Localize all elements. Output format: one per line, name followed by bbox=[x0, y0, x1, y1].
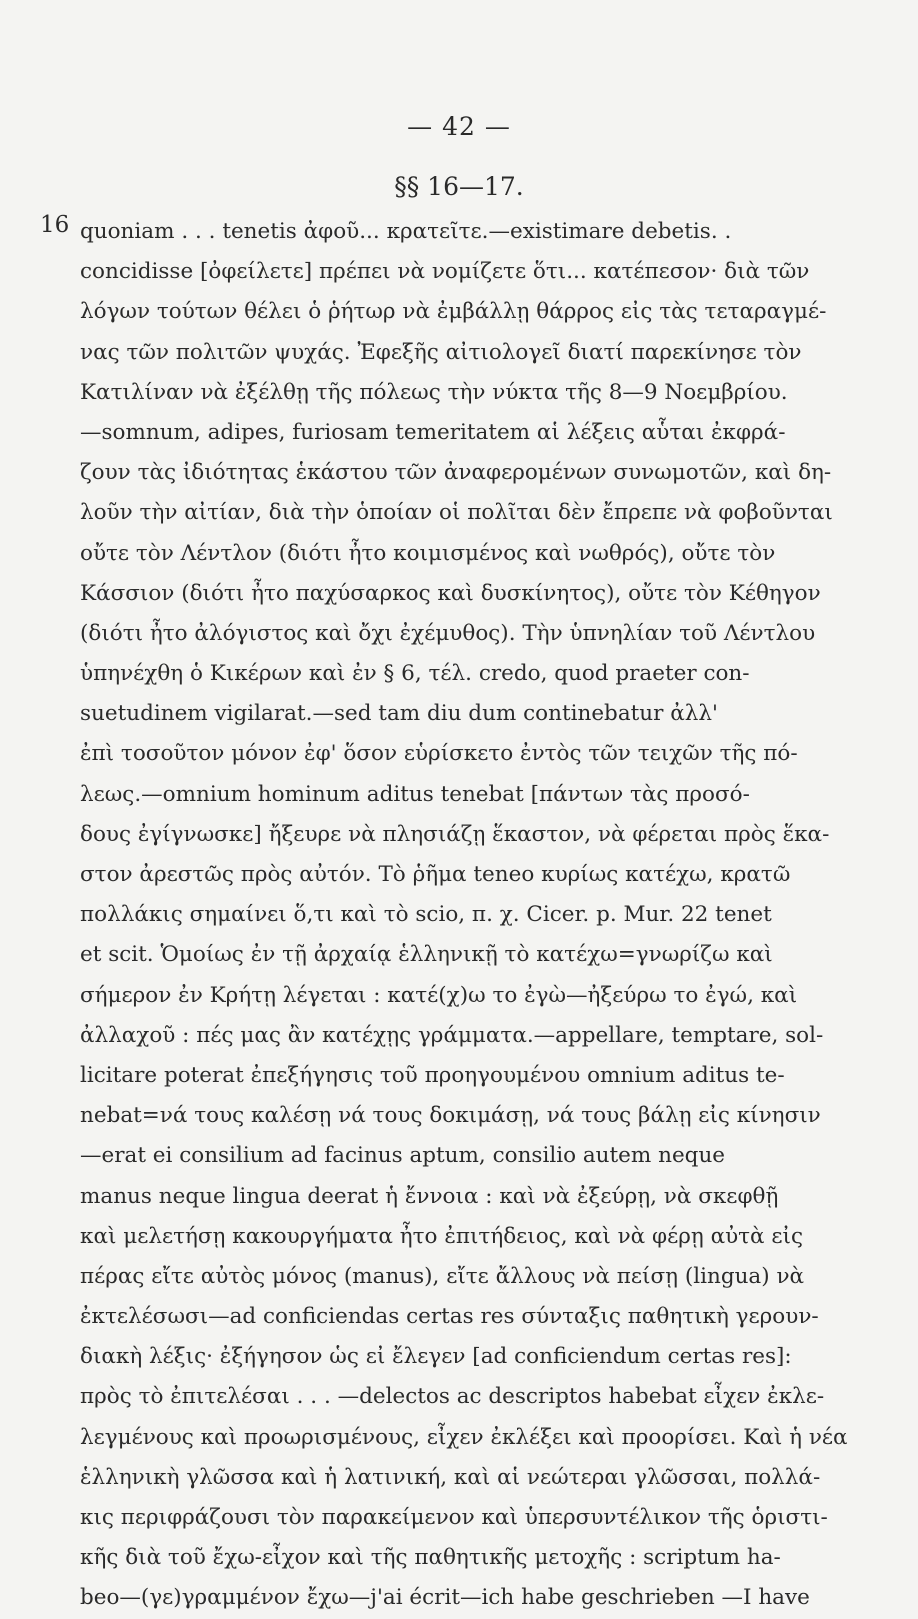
text-line: πέρας εἴτε αὐτὸς μόνος (manus), εἴτε ἄλλους νὰ πείσῃ (lingua) νὰ bbox=[80, 1263, 805, 1289]
text-line: καὶ μελετήσῃ κακουργήματα ἦτο ἐπιτήδειος, καὶ νὰ φέρῃ αὐτὰ εἰς bbox=[80, 1223, 804, 1249]
text-line: στον ἀρεστῶς πρὸς αὐτόν. Τὸ ῥῆμα teneo κυρίως κατέχω, κρατῶ bbox=[80, 862, 791, 887]
text-line: manus neque lingua deerat ἡ ἔννοια : καὶ νὰ ἐξεύρῃ, νὰ σκεφθῇ bbox=[80, 1183, 779, 1209]
text-line: licitare poterat ἐπεξήγησις τοῦ προηγουμένου omnium aditus te- bbox=[80, 1062, 785, 1088]
text-line: οὔτε τὸν Λέντλον (διότι ἦτο κοιμισμένος καὶ νωθρός), οὔτε τὸν bbox=[80, 540, 776, 566]
text-line: Κάσσιον (διότι ἦτο παχύσαρκος καὶ δυσκίνητος), οὔτε τὸν Κέθηγον bbox=[80, 580, 821, 606]
text-line: λεως.—omnium hominum aditus tenebat [πάντων τὰς προσό- bbox=[80, 781, 750, 807]
text-line: λεγμένους καὶ προωρισμένους, εἶχεν ἐκλέξει καὶ προορίσει. Καὶ ἡ νέα bbox=[80, 1424, 848, 1450]
text-line: κῆς διὰ τοῦ ἔχω-εἶχον καὶ τῆς παθητικῆς μετοχῆς : scriptum ha- bbox=[80, 1545, 781, 1571]
text-line: σήμερον ἐν Κρήτῃ λέγεται : κατέ(χ)ω το ἐγὼ—ἠξεύρω το ἐγώ, καὶ bbox=[80, 982, 798, 1008]
text-line: (διότι ἦτο ἀλόγιστος καὶ ὄχι ἐχέμυθος). Τὴν ὑπνηλίαν τοῦ Λέντλου bbox=[80, 620, 816, 646]
text-line: beo—(γε)γραμμένον ἔχω—j'ai écrit—ich habe geschrieben —I have bbox=[80, 1585, 810, 1611]
text-line: ὑπηνέχθη ὁ Κικέρων καὶ ἐν § 6, τέλ. credo, quod praeter con- bbox=[80, 661, 750, 687]
text-line: δους ἐγίγνωσκε] ἤξευρε νὰ πλησιάζῃ ἕκαστον, νὰ φέρεται πρὸς ἕκα- bbox=[80, 821, 830, 847]
text-line: ἐκτελέσωσι—ad conficiendas certas res σύνταξις παθητικὴ γερουν- bbox=[80, 1304, 819, 1330]
text-line: πολλάκις σημαίνει ὅ,τι καὶ τὸ scio, π. χ. Cicer. p. Mur. 22 tenet bbox=[80, 902, 772, 928]
text-line: ἐπὶ τοσοῦτον μόνον ἐφ' ὅσον εὑρίσκετο ἐντὸς τῶν τειχῶν τῆς πό- bbox=[80, 741, 798, 767]
text-line: suetudinem vigilarat.—sed tam diu dum continebatur ἀλλ' bbox=[80, 701, 718, 727]
text-line: πρὸς τὸ ἐπιτελέσαι . . . —delectos ac descriptos habebat εἶχεν ἐκλε- bbox=[80, 1384, 825, 1410]
text-line: λόγων τούτων θέλει ὁ ῥήτωρ νὰ ἐμβάλλῃ θάρρος εἰς τὰς τεταραγμέ- bbox=[80, 299, 827, 325]
text-line: concidisse [ὀφείλετε] πρέπει νὰ νομίζετε ὅτι... κατέπεσον· διὰ τῶν bbox=[80, 259, 810, 285]
text-line: ζουν τὰς ἰδιότητας ἑκάστου τῶν ἀναφερομένων συνωμοτῶν, καὶ δη- bbox=[80, 460, 832, 486]
section-heading: §§ 16—17. bbox=[394, 172, 524, 201]
text-line: διακὴ λέξις· ἐξήγησον ὡς εἰ ἔλεγεν [ad conficiendum certas res]: bbox=[80, 1344, 792, 1370]
text-line: —somnum, adipes, furiosam temeritatem αἱ λέξεις αὗται ἐκφρά- bbox=[80, 419, 786, 445]
text-line: ἀλλαχοῦ : πές μας ἂν κατέχῃς γράμματα.—appellare, temptare, sol- bbox=[80, 1022, 824, 1048]
paragraph-number: 16 bbox=[40, 212, 70, 238]
text-line: νας τῶν πολιτῶν ψυχάς. Ἐφεξῆς αἰτιολογεῖ διατί παρεκίνησε τὸν bbox=[80, 339, 802, 365]
text-line: κις περιφράζουσι τὸν παρακείμενον καὶ ὑπερσυντέλικον τῆς ὁριστι- bbox=[80, 1505, 828, 1530]
text-line: Κατιλίναν νὰ ἐξέλθῃ τῆς πόλεως τὴν νύκτα τῆς 8—9 Νοεμβρίου. bbox=[80, 379, 788, 405]
text-line: nebat=νά τους καλέσῃ νά τους δοκιμάσῃ, νά τους βάλῃ εἰς κίνησιν bbox=[80, 1103, 821, 1129]
text-line: et scit. Ὁμοίως ἐν τῇ ἀρχαίᾳ ἑλληνικῇ τὸ κατέχω=γνωρίζω καὶ bbox=[80, 942, 773, 968]
text-line: ἑλληνικὴ γλῶσσα καὶ ἡ λατινική, καὶ αἱ νεώτεραι γλῶσσαι, πολλά- bbox=[80, 1464, 821, 1490]
text-line: —erat ei consilium ad facinus aptum, consilio autem neque bbox=[80, 1143, 726, 1169]
text-line: quoniam . . . tenetis ἀφοῦ... κρατεῖτε.—existimare debetis. . bbox=[80, 219, 732, 244]
page-number: — 42 — bbox=[407, 112, 511, 141]
text-line: λοῦν τὴν αἰτίαν, διὰ τὴν ὁποίαν οἱ πολῖται δὲν ἔπρεπε νὰ φοβοῦνται bbox=[80, 500, 833, 526]
commentary-text bbox=[40, 212, 900, 1619]
